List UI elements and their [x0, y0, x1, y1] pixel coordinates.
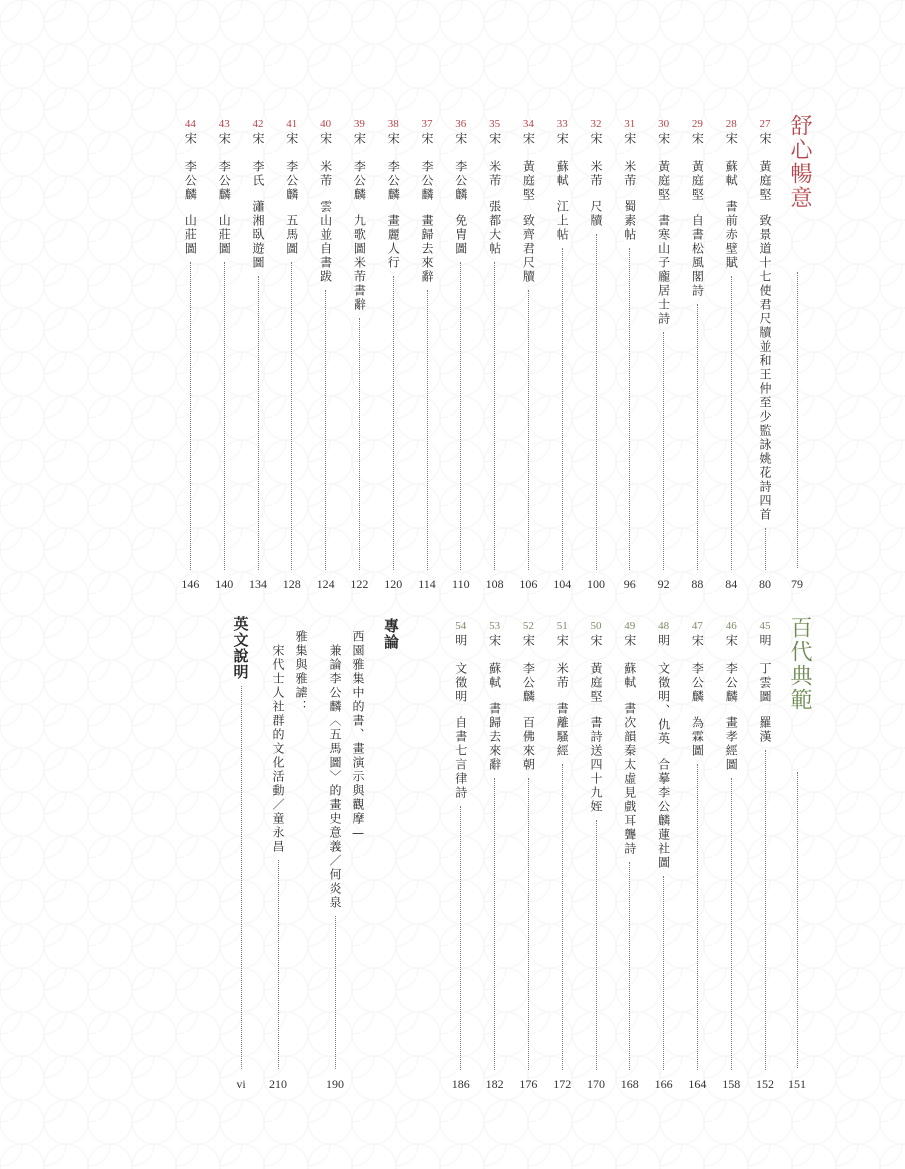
entry-leader: [528, 290, 529, 570]
entry-title: 書離騷經: [555, 702, 570, 758]
entry-leader: [460, 806, 461, 1070]
entry-number: 30: [658, 118, 670, 130]
entry-page-number: 80: [759, 577, 771, 591]
entry-title: 百佛來朝: [521, 716, 536, 772]
entry-leader: [663, 332, 664, 570]
entry-number: 29: [691, 118, 703, 130]
entry-title: 五馬圖: [284, 214, 299, 256]
entry-number: 31: [624, 118, 636, 130]
entry-title: 書次韻秦太虛見戲耳聾詩: [622, 702, 637, 856]
entry-title: 書詩送四十九姪: [589, 716, 603, 814]
toc-entry[interactable]: [754, 118, 776, 570]
english-heading: 英文說明: [231, 616, 250, 680]
entry-leader: [494, 778, 495, 1070]
entry-number: 40: [320, 118, 332, 130]
essay-1-line-1: [347, 630, 369, 842]
entry-title: 自書松風閣詩: [690, 214, 705, 298]
entry-artist: 蘇軾: [724, 160, 739, 188]
entry-number: 51: [556, 620, 568, 632]
entry-dynasty: 宋: [758, 132, 772, 146]
entry-page-number: 172: [553, 1077, 572, 1091]
entry-title: 書前赤壁賦: [724, 200, 739, 270]
essay-2-line-1: [290, 630, 312, 714]
entry-title: 羅漢: [758, 716, 772, 744]
entry-page-number: 106: [519, 577, 538, 591]
entry-title: 九歌圖米芾書辭: [352, 214, 367, 312]
entry-leader: [596, 234, 597, 570]
entry-leader: [697, 304, 698, 570]
entry-artist: 文徵明、仇英: [656, 662, 671, 746]
entry-number: 47: [691, 620, 703, 632]
entry-dynasty: 明: [656, 634, 671, 648]
entry-artist: 丁雲圖: [758, 662, 772, 704]
essay-2-page: 210: [269, 1077, 287, 1091]
entry-page-number: 120: [384, 577, 403, 591]
entry-artist: 李公麟: [521, 662, 536, 704]
toc-entry[interactable]: [517, 118, 539, 570]
entry-page-number: 110: [452, 577, 470, 591]
entry-leader: [427, 290, 428, 570]
entry-artist: 李公麟: [420, 160, 434, 202]
entry-artist: 米芾: [318, 160, 333, 188]
entry-dynasty: 宋: [724, 634, 739, 648]
entry-artist: 李公麟: [690, 662, 705, 704]
entry-leader: [765, 528, 766, 570]
entry-page-number: 128: [282, 577, 301, 591]
entry-artist: 黃庭堅: [656, 160, 671, 202]
entry-leader: [596, 820, 597, 1070]
entry-title: 畫歸去來辭: [420, 214, 434, 284]
entry-title: 合摹李公麟蓮社圖: [656, 758, 671, 870]
entry-dynasty: 宋: [318, 132, 333, 146]
entry-dynasty: 宋: [217, 132, 232, 146]
entry-dynasty: 明: [758, 634, 772, 648]
entry-number: 34: [522, 118, 534, 130]
entry-artist: 李氏: [251, 160, 265, 188]
entry-artist: 黃庭堅: [690, 160, 705, 202]
section-2-leader: [797, 772, 798, 1068]
entry-artist: 李公麟: [284, 160, 299, 202]
essay-2-leader: [278, 860, 279, 1069]
entry-dynasty: 宋: [251, 132, 265, 146]
toc-entry[interactable]: [179, 118, 201, 570]
toc-entry[interactable]: [551, 118, 573, 570]
entry-page-number: 146: [181, 577, 200, 591]
entry-number: 49: [624, 620, 636, 632]
entry-dynasty: 宋: [386, 132, 401, 146]
toc-entry[interactable]: [619, 620, 641, 1070]
entry-page-number: 158: [722, 1077, 741, 1091]
entry-dynasty: 宋: [521, 634, 536, 648]
entry-dynasty: 宋: [487, 132, 502, 146]
entry-artist: 李公麟: [386, 160, 401, 202]
essay-1-title: 西園雅集中的書、畫演示與觀摩—: [351, 630, 365, 842]
entry-page-number: 176: [519, 1077, 538, 1091]
entry-dynasty: 宋: [690, 132, 705, 146]
entry-dynasty: 明: [453, 634, 468, 648]
toc-entry[interactable]: [653, 620, 675, 1070]
entry-artist: 蘇軾: [487, 662, 502, 690]
entry-leader: [258, 276, 259, 570]
entry-dynasty: 宋: [622, 132, 637, 146]
toc-entry[interactable]: [585, 620, 607, 1070]
entry-leader: [731, 276, 732, 570]
entry-number: 44: [184, 118, 196, 130]
essay-heading: 專論: [382, 618, 400, 650]
entry-number: 48: [658, 620, 670, 632]
entry-dynasty: 宋: [589, 634, 603, 648]
essay-2-line-2: [267, 644, 289, 1069]
entry-title: 畫孝經圖: [724, 716, 739, 772]
entry-title: 書歸去來辭: [487, 702, 502, 772]
entry-title: 雲山並自書跋: [318, 200, 333, 284]
entry-artist: 蘇軾: [622, 662, 637, 690]
essay-1-subtitle-author: 兼論李公麟〈五馬圖〉的畫史意義／何炎泉: [328, 644, 342, 910]
entry-title: 瀟湘臥遊圖: [251, 200, 265, 270]
entry-number: 35: [489, 118, 501, 130]
toc-entry[interactable]: [416, 118, 438, 570]
entry-page-number: 100: [587, 577, 605, 591]
entry-artist: 米芾: [555, 662, 570, 690]
entry-leader: [325, 290, 326, 570]
entry-number: 53: [489, 620, 501, 632]
entry-artist: 李公麟: [453, 160, 468, 202]
english-line: [230, 616, 252, 1069]
section-title-2: 百代典範: [787, 616, 812, 712]
entry-leader: [528, 778, 529, 1070]
entry-page-number: 124: [316, 577, 335, 591]
entry-number: 41: [286, 118, 298, 130]
toc-entry[interactable]: [382, 118, 404, 570]
entry-number: 42: [252, 118, 264, 130]
entry-page-number: 152: [756, 1077, 774, 1091]
toc-entry[interactable]: [517, 620, 539, 1070]
section-2-page: 151: [788, 1077, 806, 1091]
entry-dynasty: 宋: [690, 634, 705, 648]
entry-page-number: 84: [725, 577, 738, 591]
entry-page-number: 122: [350, 577, 369, 591]
entry-leader: [562, 248, 563, 570]
entry-dynasty: 宋: [183, 132, 198, 146]
entry-artist: 李公麟: [352, 160, 367, 202]
entry-number: 38: [387, 118, 399, 130]
essay-1-line-2: [324, 644, 346, 1069]
entry-artist: 黃庭堅: [589, 662, 603, 704]
entry-leader: [629, 862, 630, 1070]
entry-title: 山莊圖: [217, 214, 232, 256]
entry-title: 蜀素帖: [622, 200, 637, 242]
entry-leader: [460, 262, 461, 570]
entry-leader: [663, 876, 664, 1070]
toc-entry[interactable]: [281, 118, 303, 570]
entry-artist: 李公麟: [724, 662, 739, 704]
entry-dynasty: 宋: [487, 634, 502, 648]
entry-title: 致齊君尺牘: [521, 214, 536, 284]
toc-entry[interactable]: [585, 118, 607, 570]
entry-page-number: 108: [485, 577, 504, 591]
entry-dynasty: 宋: [589, 132, 603, 146]
entry-title: 尺牘: [589, 200, 603, 228]
entry-number: 39: [353, 118, 365, 130]
entry-number: 37: [421, 118, 433, 130]
entry-leader: [224, 262, 225, 570]
entry-page-number: 182: [485, 1077, 504, 1091]
essay-2-title: 雅集與雅謔：: [294, 630, 308, 714]
entry-artist: 蘇軾: [555, 160, 570, 188]
entry-page-number: 134: [249, 577, 267, 591]
entry-title: 免胄圖: [453, 214, 468, 256]
entry-title: 致景道十七使君尺牘並和王仲至少監詠姚花詩四首: [758, 214, 772, 522]
english-leader: [241, 686, 242, 1069]
entry-number: 50: [590, 620, 602, 632]
entry-title: 自書七言律詩: [453, 716, 468, 800]
entry-leader: [629, 248, 630, 570]
entry-dynasty: 宋: [622, 634, 637, 648]
entry-page-number: 96: [623, 577, 636, 591]
entry-leader: [562, 764, 563, 1070]
entry-dynasty: 宋: [420, 132, 434, 146]
entry-dynasty: 宋: [352, 132, 367, 146]
entry-number: 28: [725, 118, 737, 130]
entry-title: 張都大帖: [487, 200, 502, 256]
toc-entry[interactable]: [720, 118, 742, 570]
entry-page-number: 186: [451, 1077, 470, 1091]
toc-entry[interactable]: [686, 118, 708, 570]
entry-artist: 文徵明: [453, 662, 468, 704]
entry-artist: 李公麟: [217, 160, 232, 202]
entry-number: 54: [455, 620, 467, 632]
entry-dynasty: 宋: [453, 132, 468, 146]
toc-entry[interactable]: [348, 118, 370, 570]
english-page: vi: [236, 1077, 246, 1091]
entry-number: 52: [522, 620, 534, 632]
entry-page-number: 140: [215, 577, 234, 591]
entry-title: 為霖圖: [690, 716, 705, 758]
toc-entry[interactable]: [315, 118, 337, 570]
toc-entry[interactable]: [247, 118, 269, 570]
entry-dynasty: 宋: [555, 634, 570, 648]
section-title-1: 舒心暢意: [787, 114, 812, 210]
toc-entry[interactable]: [686, 620, 708, 1070]
toc-entry[interactable]: [619, 118, 641, 570]
entry-number: 45: [759, 620, 771, 632]
toc-entry[interactable]: [551, 620, 573, 1070]
entry-leader: [359, 318, 360, 570]
toc-entry[interactable]: [484, 620, 506, 1070]
entry-number: 33: [556, 118, 568, 130]
section-1-leader: [797, 272, 798, 568]
entry-artist: 黃庭堅: [521, 160, 536, 202]
entry-page-number: 114: [418, 577, 436, 591]
toc-entry[interactable]: [720, 620, 742, 1070]
entry-number: 32: [590, 118, 602, 130]
entry-number: 27: [759, 118, 771, 130]
entry-page-number: 88: [691, 577, 704, 591]
entry-dynasty: 宋: [724, 132, 739, 146]
entry-leader: [190, 262, 191, 570]
toc-entry[interactable]: [213, 118, 235, 570]
entry-page-number: 164: [688, 1077, 707, 1091]
entry-dynasty: 宋: [656, 132, 671, 146]
entry-artist: 米芾: [589, 160, 603, 188]
toc-entry[interactable]: [450, 118, 472, 570]
toc-entry[interactable]: [450, 620, 472, 1070]
entry-leader: [765, 750, 766, 1070]
entry-title: 山莊圖: [183, 214, 198, 256]
entry-dynasty: 宋: [555, 132, 570, 146]
entry-title: 江上帖: [555, 200, 570, 242]
essay-2-subtitle-author: 宋代士人社群的文化活動／童永昌: [271, 644, 285, 854]
entry-page-number: 104: [553, 577, 572, 591]
entry-page-number: 92: [657, 577, 670, 591]
entry-leader: [494, 262, 495, 570]
entry-artist: 李公麟: [183, 160, 198, 202]
entry-page-number: 166: [654, 1077, 673, 1091]
entry-title: 畫麗人行: [386, 214, 401, 270]
entry-dynasty: 宋: [521, 132, 536, 146]
entry-number: 43: [218, 118, 230, 130]
entry-number: 46: [725, 620, 737, 632]
essay-1-page: 190: [326, 1077, 344, 1091]
entry-artist: 米芾: [487, 160, 502, 188]
entry-number: 36: [455, 118, 467, 130]
entry-leader: [731, 778, 732, 1070]
entry-title: 書寒山子龐居士詩: [656, 214, 671, 326]
section-1-page: 79: [791, 577, 803, 591]
entry-page-number: 168: [620, 1077, 639, 1091]
entry-dynasty: 宋: [284, 132, 299, 146]
entry-page-number: 170: [587, 1077, 605, 1091]
toc-entry[interactable]: [754, 620, 776, 1070]
entry-leader: [393, 276, 394, 570]
entry-leader: [291, 262, 292, 570]
entry-artist: 米芾: [622, 160, 637, 188]
toc-entry[interactable]: [653, 118, 675, 570]
entry-leader: [697, 764, 698, 1070]
entry-artist: 黃庭堅: [758, 160, 772, 202]
toc-entry[interactable]: [484, 118, 506, 570]
essay-1-leader: [335, 916, 336, 1069]
